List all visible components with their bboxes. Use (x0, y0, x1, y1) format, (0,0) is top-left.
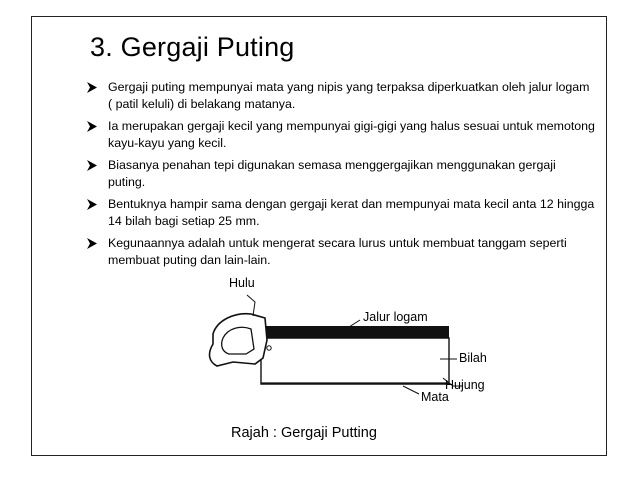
label-hujung: Hujung (445, 378, 485, 392)
bullet-item (85, 79, 595, 113)
saw-figure (195, 270, 485, 420)
arrowhead-bullet-icon (87, 121, 97, 132)
bullet-list (85, 79, 595, 274)
label-jalur-logam: Jalur logam (363, 310, 428, 324)
mata-leader (403, 386, 419, 394)
bullet-text: Bentuknya hampir sama dengan gergaji kerat dan mempunyai mata kecil anta 12 hingga 14 bilah bagi setiap 25 mm. (108, 197, 595, 228)
bullet-item (85, 235, 595, 269)
back-strip (257, 326, 449, 338)
saw-blade (261, 338, 449, 384)
bullet-text: Ia merupakan gergaji kecil yang mempunyai gigi-gigi yang halus sesuai untuk memotong kayu-kayu yang kecil. (108, 119, 595, 150)
slide-title: 3. Gergaji Puting (90, 32, 295, 62)
jalur-logam-leader (349, 320, 360, 327)
bullet-text: Kegunaannya adalah untuk mengerat secara lurus untuk membuat tanggam seperti membuat puting dan lain-lain. (108, 236, 567, 267)
label-mata: Mata (421, 390, 449, 404)
bullet-item (85, 157, 595, 191)
bullet-item (85, 196, 595, 230)
label-hulu: Hulu (229, 276, 255, 290)
bullet-item (85, 118, 595, 152)
bullet-text: Gergaji puting mempunyai mata yang nipis yang terpaksa diperkuatkan oleh jalur logam ( patil keluli) di belakang matanya. (108, 80, 590, 111)
bullet-text: Biasanya penahan tepi digunakan semasa menggergajikan menggunakan gergaji puting. (108, 158, 556, 189)
arrowhead-bullet-icon (87, 160, 97, 171)
arrowhead-bullet-icon (87, 82, 97, 93)
figure-caption: Rajah : Gergaji Putting (231, 425, 377, 441)
label-bilah: Bilah (459, 351, 487, 365)
arrowhead-bullet-icon (87, 238, 97, 249)
arrowhead-bullet-icon (87, 199, 97, 210)
hulu-leader (247, 295, 255, 316)
